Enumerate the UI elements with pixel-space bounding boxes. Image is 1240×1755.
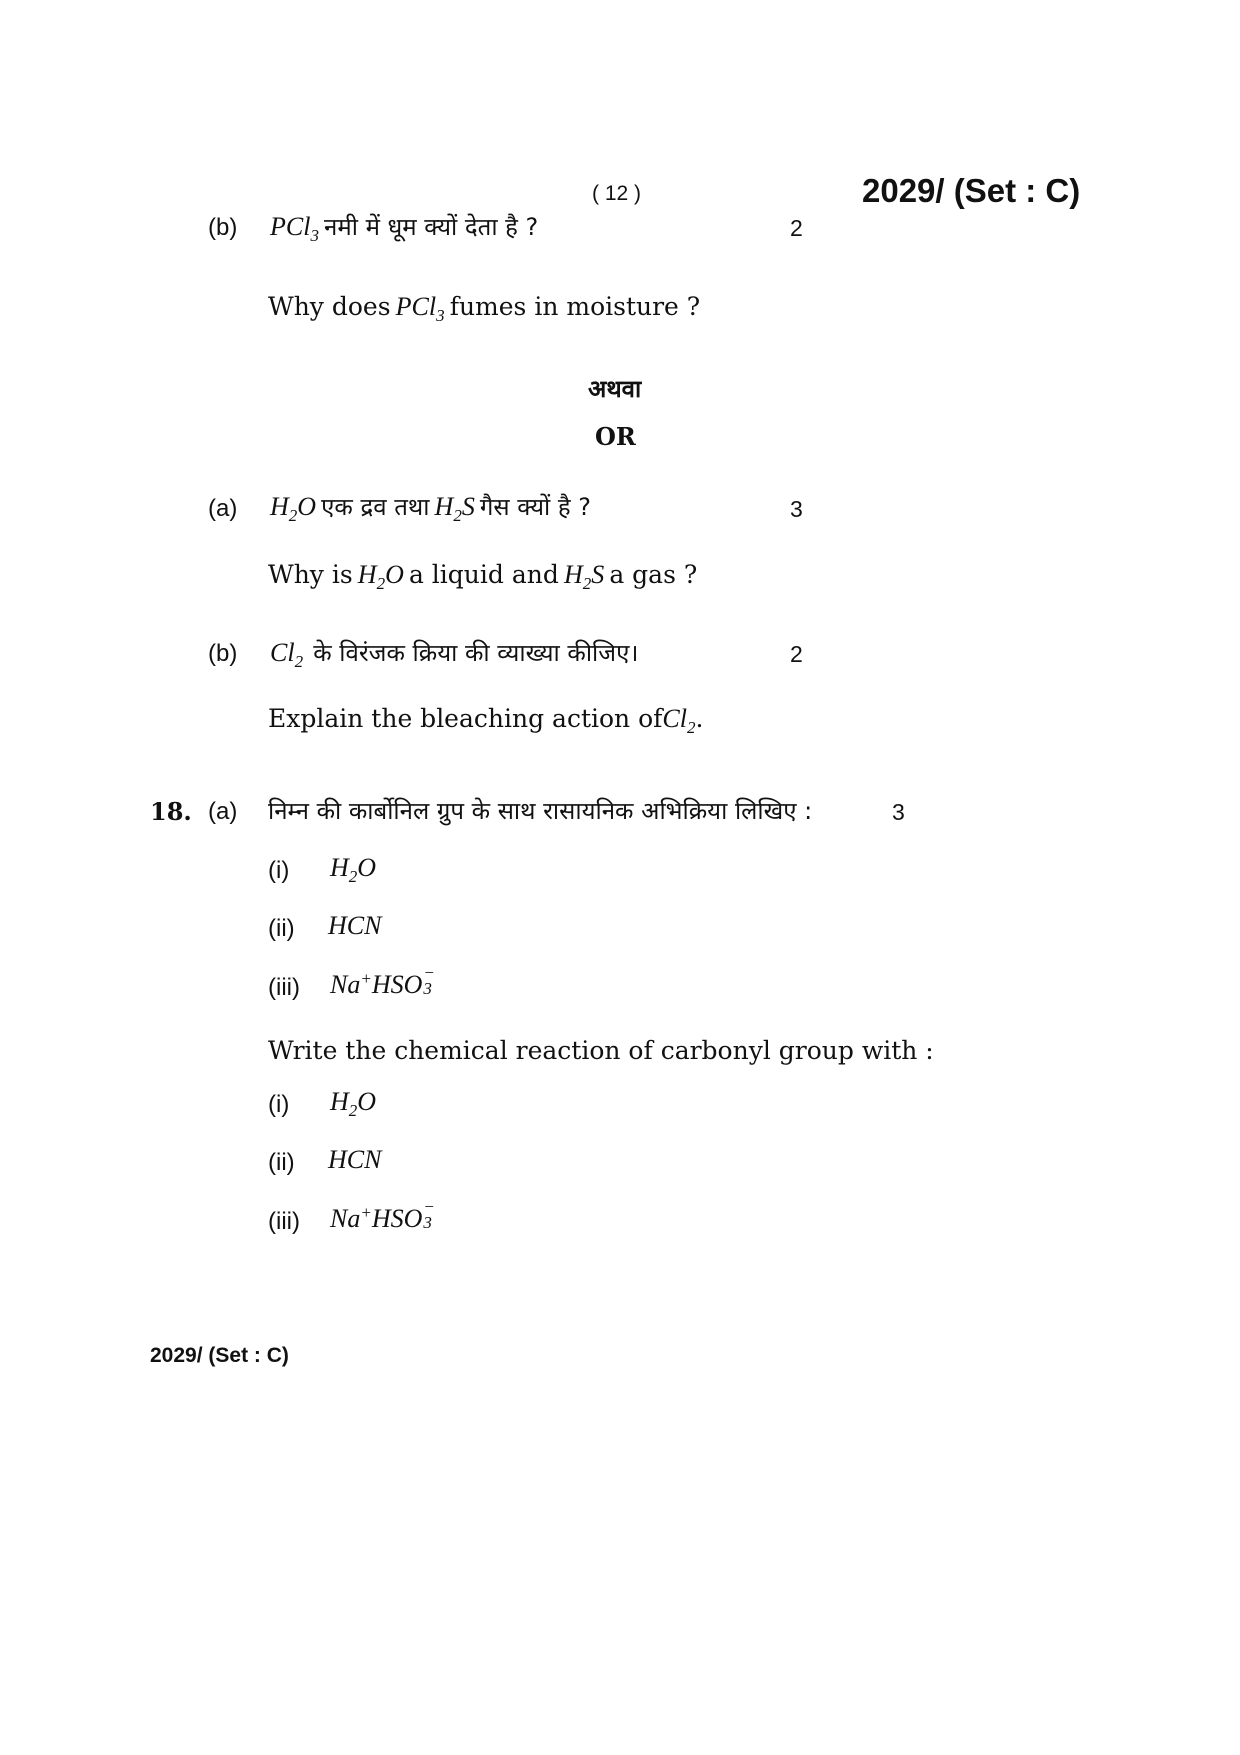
q18-hi-item-1-formula: $H_2O$ bbox=[330, 853, 377, 886]
q18-en-item-1-num: (i) bbox=[268, 1091, 290, 1118]
paper-code: 2029/ (Set : C) bbox=[862, 172, 1081, 209]
q18-hi-item-1-num: (i) bbox=[268, 857, 290, 884]
alt-a-hindi-end: गैस क्यों है ? bbox=[479, 493, 592, 521]
q18-number: 18. bbox=[150, 797, 192, 826]
q17b-hindi-line bbox=[270, 210, 538, 243]
alt-b-english-line: Explain the bleaching action ofCl$_2$. bbox=[268, 704, 704, 737]
q18-english: Write the chemical reaction of carbonyl group with : bbox=[268, 1036, 934, 1065]
q18-hi-item-3-num: (iii) bbox=[268, 974, 300, 1001]
alt-a-formula-h2s: $H_2S$ bbox=[434, 492, 475, 525]
alt-a-hindi-line bbox=[270, 490, 591, 523]
alt-b-hindi-text: के विरंजक क्रिया की व्याख्या कीजिए। bbox=[313, 639, 639, 667]
q18-marks: 3 bbox=[892, 799, 905, 825]
q18-label: (a) bbox=[208, 798, 238, 825]
page-number: ( 12 ) bbox=[592, 182, 642, 205]
q18-hindi: निम्न की कार्बोनिल ग्रुप के साथ रासायनिक अभिक्रिया लिखिए : bbox=[268, 797, 813, 825]
q18-hi-item-2-num: (ii) bbox=[268, 915, 295, 942]
q18-hi-item-2-formula: HCN bbox=[328, 911, 382, 940]
alt-b-marks: 2 bbox=[790, 641, 803, 667]
q17b-label: (b) bbox=[208, 214, 238, 241]
q17b-hindi-text: नमी में धूम क्यों देता है ? bbox=[324, 213, 539, 241]
q18-en-item-2-num: (ii) bbox=[268, 1149, 295, 1176]
q18-en-item-3-num: (iii) bbox=[268, 1208, 300, 1235]
alt-b-label: (b) bbox=[208, 640, 238, 667]
q18-en-item-1-formula: $H_2O$ bbox=[330, 1087, 377, 1120]
q18-en-item-3-formula: Na+HSO − 3 bbox=[330, 1197, 435, 1233]
q17b-marks: 2 bbox=[790, 215, 803, 241]
or-english: OR bbox=[595, 422, 636, 451]
q17b-english-line: Why does PCl$_3$ fumes in moisture ? bbox=[268, 292, 701, 325]
q17b-formula: PCl$_3$ bbox=[270, 212, 319, 245]
alt-a-formula-h2o: $H_2O$ bbox=[270, 492, 317, 525]
alt-a-english-line: Why is $H_2O$ a liquid and $H_2S$ a gas ? bbox=[268, 560, 698, 593]
alt-a-label: (a) bbox=[208, 495, 238, 522]
q18-hi-item-3-formula: Na+HSO − 3 bbox=[330, 963, 435, 999]
alt-b-formula: $Cl_2$ bbox=[270, 638, 304, 671]
alt-a-hindi-mid: एक द्रव तथा bbox=[321, 493, 430, 521]
or-hindi: अथवा bbox=[588, 375, 642, 403]
alt-b-hindi-line bbox=[270, 636, 638, 669]
q17b-english-formula: PCl$_3$ bbox=[395, 292, 445, 325]
footer-code: 2029/ (Set : C) bbox=[150, 1344, 289, 1367]
q18-en-item-2-formula: HCN bbox=[328, 1145, 382, 1174]
alt-a-marks: 3 bbox=[790, 496, 803, 522]
